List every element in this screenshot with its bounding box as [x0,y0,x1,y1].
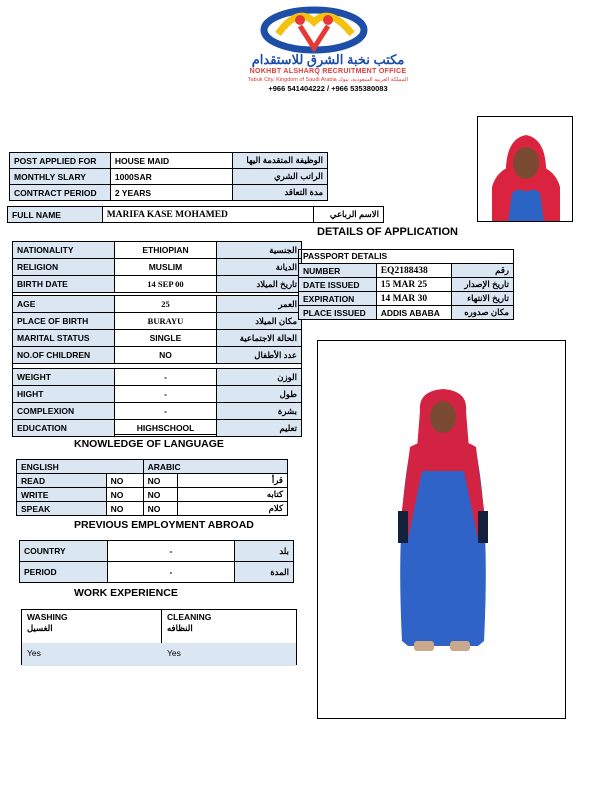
height-label: HIGHT [13,386,115,403]
date-issued-label: DATE ISSUED [299,278,377,292]
work-experience-table [21,609,297,665]
full-body-photo [317,340,566,719]
date-issued-value: 15 MAR 25 [376,278,452,292]
education-arabic: تعليم [217,420,302,437]
weight-arabic: الوزن [217,369,302,386]
write-arabic: كتابه [178,488,288,502]
passport-table [298,249,514,320]
write-label: WRITE [17,488,107,502]
language-title: KNOWLEDGE OF LANGUAGE [74,438,224,450]
speak-arabic: كلام [178,502,288,516]
date-issued-arabic: تاريخ الإصدار [452,278,514,292]
passport-number-label: NUMBER [299,264,377,278]
monthly-salary-arabic: الراتب الشري [233,169,328,185]
age-arabic: العمر [217,296,302,313]
marital-status-arabic: الحالة الاجتماعية [217,330,302,347]
birth-date-arabic: تاريخ الميلاد [217,276,302,293]
full-name-arabic: الاسم الرباعي [314,207,384,223]
contract-period-arabic: مدة التعاقد [233,185,328,201]
weight-value: - [114,369,217,386]
religion-arabic: الديانة [217,259,302,276]
education-value: HIGHSCHOOL [114,420,217,437]
height-value: - [114,386,217,403]
monthly-salary-value: 1000SAR [110,169,232,185]
washing-arabic: الغسيل [27,623,53,633]
birth-date-label: BIRTH DATE [13,276,115,293]
logo-english-name: NOKHBT ALSHARQ RECRUITMENT OFFICE [249,68,407,75]
write-english: NO [106,488,143,502]
birth-date-value: 14 SEP 00 [114,276,217,293]
post-applied-label: POST APPLIED FOR [10,153,111,169]
monthly-salary-label: MONTHLY SLARY [10,169,111,185]
logo [200,4,456,94]
period-label: PERIOD [20,562,108,583]
place-of-birth-value: BURAYU [114,313,216,330]
period-arabic: المدة [235,562,294,583]
post-row [10,153,328,169]
nationality-label: NATIONALITY [13,242,115,259]
work-experience-title: WORK EXPERIENCE [74,587,178,599]
complexion-arabic: بشرة [217,403,302,420]
country-value: - [107,541,234,562]
marital-status-label: MARITAL STATUS [13,330,115,347]
height-arabic: طول [217,386,302,403]
full-name-table [7,206,384,223]
place-of-birth-arabic: مكان الميلاد [217,313,302,330]
complexion-value: - [114,403,217,420]
write-arabic-value: NO [143,488,178,502]
period-value: - [107,562,234,583]
arabic-header: ARABIC [143,460,287,474]
passport-number-value: EQ2188438 [376,264,452,278]
passport-title: PASSPORT DETALIS [303,251,388,261]
country-arabic: بلد [235,541,294,562]
post-applied-arabic: الوظيفة المتقدمة اليها [233,153,328,169]
personal-group-3 [12,368,302,437]
read-label: READ [17,474,107,488]
cleaning-arabic: النظافه [167,623,193,633]
expiration-value: 14 MAR 30 [376,292,452,306]
english-header: ENGLISH [17,460,144,474]
children-value: NO [114,347,216,364]
children-arabic: عدد الأطفال [217,347,302,364]
expiration-label: EXPIRATION [299,292,377,306]
place-issued-arabic: مكان صدوره [452,306,514,320]
personal-group-2 [12,295,302,364]
post-row [10,185,328,201]
previous-employment-title: PREVIOUS EMPLOYMENT ABROAD [74,519,254,531]
personal-group-1 [12,241,302,293]
logo-address: Tabuk City, Kingdom of Saudi Arabia المملكة العربية السعودية، تبوك [247,77,409,83]
expiration-arabic: تاريخ الانتهاء [452,292,514,306]
portrait-photo [477,116,573,222]
read-arabic: قرأ [178,474,288,488]
cleaning-label: CLEANING [167,612,212,622]
complexion-label: COMPLEXION [13,403,115,420]
read-english: NO [106,474,143,488]
full-name-value: MARIFA KASE MOHAMED [102,207,313,223]
details-title: DETAILS OF APPLICATION [317,226,458,238]
religion-label: RELIGION [13,259,115,276]
post-row [10,169,328,185]
place-of-birth-label: PLACE OF BIRTH [13,313,115,330]
previous-employment-table [19,540,294,583]
cleaning-value: Yes [167,648,181,658]
weight-label: WEIGHT [13,369,115,386]
logo-phones: +966 541404222 / +966 535380083 [268,84,388,93]
logo-arabic-name: مكتب نخبة الشرق للاستقدام [251,52,405,67]
country-label: COUNTRY [20,541,108,562]
place-issued-label: PLACE ISSUED [299,306,377,320]
passport-number-arabic: رقم [452,264,514,278]
personal-details-table [12,241,302,435]
washing-value: Yes [27,648,41,658]
nationality-value: ETHIOPIAN [114,242,217,259]
washing-label: WASHING [27,612,68,622]
read-arabic-value: NO [143,474,178,488]
post-applied-value: HOUSE MAID [110,153,232,169]
children-label: NO.OF CHILDREN [13,347,115,364]
full-name-label: FULL NAME [8,207,103,223]
place-issued-value: ADDIS ABABA [376,306,452,320]
contract-period-label: CONTRACT PERIOD [10,185,111,201]
nationality-arabic: الجنسية [217,242,302,259]
religion-value: MUSLIM [114,259,217,276]
age-label: AGE [13,296,115,313]
marital-status-value: SINGLE [114,330,216,347]
logo-emblem-icon [200,4,456,54]
age-value: 25 [114,296,216,313]
speak-english: NO [106,502,143,516]
speak-label: SPEAK [17,502,107,516]
contract-period-value: 2 YEARS [110,185,232,201]
language-table [16,459,288,516]
education-label: EDUCATION [13,420,115,437]
post-table [9,152,328,201]
speak-arabic-value: NO [143,502,178,516]
